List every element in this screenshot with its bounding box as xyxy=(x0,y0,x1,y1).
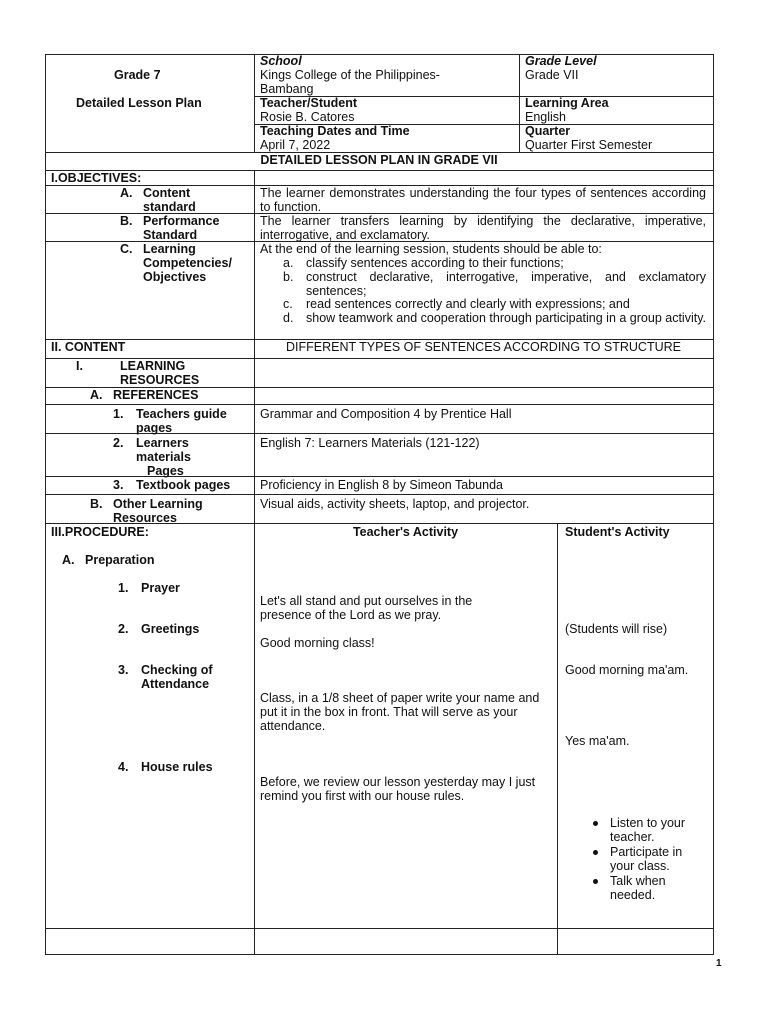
grade-level-value: Grade VII xyxy=(525,68,579,82)
student-greeting-text: Good morning ma'am. xyxy=(565,663,689,677)
performance-standard-label-cont: Standard xyxy=(143,228,198,242)
references-label: REFERENCES xyxy=(113,388,199,402)
bullet xyxy=(593,821,598,826)
student-activity-header: Student's Activity xyxy=(565,525,670,539)
learners-materials-marker: 2. xyxy=(113,436,124,450)
school-label: School xyxy=(260,54,302,68)
step-attendance: Checking of xyxy=(141,663,213,677)
objective-marker: c. xyxy=(283,297,293,311)
learners-materials-label: Learners xyxy=(136,436,189,450)
table-border-left xyxy=(45,54,46,955)
objective-item: construct declarative, interrogative, imperative, and exclamatory sentences; xyxy=(306,270,706,298)
rule xyxy=(557,523,558,955)
school-value-cont: Bambang xyxy=(260,82,314,96)
teacher-rules-text: Before, we review our lesson yesterday may I just remind you first with our house rules. xyxy=(260,775,536,803)
teacher-value: Rosie B. Catores xyxy=(260,110,355,124)
competencies-intro: At the end of the learning session, students should be able to: xyxy=(260,242,602,256)
other-resources-label-cont: Resources xyxy=(113,511,177,525)
procedure-heading: III.PROCEDURE: xyxy=(51,525,149,539)
plan-subtitle: Detailed Lesson Plan xyxy=(76,96,202,110)
learners-materials-label-cont: Pages xyxy=(147,464,184,478)
grade-title: Grade 7 xyxy=(114,68,161,82)
teacher-prayer-text: Let's all stand and put ourselves in the presence of the Lord as we pray. xyxy=(260,594,473,622)
objectives-heading: I.OBJECTIVES: xyxy=(51,171,142,185)
dates-label: Teaching Dates and Time xyxy=(260,124,410,138)
teachers-guide-value: Grammar and Composition 4 by Prentice Hall xyxy=(260,407,512,421)
performance-standard-label: Performance xyxy=(143,214,220,228)
rule xyxy=(45,928,714,929)
bullet xyxy=(593,879,598,884)
content-heading: II. CONTENT xyxy=(51,340,126,354)
resources-label-cont: RESOURCES xyxy=(120,373,200,387)
dates-value: April 7, 2022 xyxy=(260,138,331,152)
content-standard-text: The learner demonstrates understanding the four types of sentences according to function. xyxy=(260,186,706,214)
school-value: Kings College of the Philippines- xyxy=(260,68,440,82)
rule xyxy=(45,170,714,171)
rule xyxy=(45,476,714,477)
step-house-rules: House rules xyxy=(141,760,213,774)
teachers-guide-label-cont: pages xyxy=(136,421,173,435)
content-standard-label: Content xyxy=(143,186,191,200)
table-border-right xyxy=(713,54,714,955)
competencies-label: Learning xyxy=(143,242,196,256)
rule xyxy=(254,54,255,153)
step-prayer: Prayer xyxy=(141,581,180,595)
content-text: DIFFERENT TYPES OF SENTENCES ACCORDING TO STRUCTURE xyxy=(286,340,681,354)
preparation-label: Preparation xyxy=(85,553,155,567)
objective-marker: d. xyxy=(283,311,294,325)
teacher-greeting-text: Good morning class! xyxy=(260,636,375,650)
textbook-marker: 3. xyxy=(113,478,124,492)
preparation-marker: A. xyxy=(62,553,75,567)
textbook-label: Textbook pages xyxy=(136,478,231,492)
quarter-value: Quarter First Semester xyxy=(525,138,653,152)
step-marker: 2. xyxy=(118,622,129,636)
banner-title: DETAILED LESSON PLAN IN GRADE VII xyxy=(260,153,498,167)
competencies-label-cont: Competencies/ xyxy=(143,256,232,270)
references-marker: A. xyxy=(90,388,103,402)
learning-area-value: English xyxy=(525,110,566,124)
step-greetings: Greetings xyxy=(141,622,200,636)
rule xyxy=(45,494,714,495)
student-rule-item: Talk when needed. xyxy=(610,874,666,902)
other-resources-label: Other Learning xyxy=(113,497,203,511)
student-rule-item: Listen to your teacher. xyxy=(610,816,686,844)
step-marker: 1. xyxy=(118,581,129,595)
teacher-label: Teacher/Student xyxy=(260,96,358,110)
other-resources-value: Visual aids, activity sheets, laptop, and projector. xyxy=(260,497,530,511)
objective-item: classify sentences according to their functions; xyxy=(306,256,564,270)
rule xyxy=(45,404,714,405)
other-resources-marker: B. xyxy=(90,497,103,511)
teachers-guide-marker: 1. xyxy=(113,407,124,421)
objective-item: show teamwork and cooperation through participating in a group activity. xyxy=(306,311,706,325)
resources-label: LEARNING xyxy=(120,359,186,373)
rule xyxy=(254,170,255,955)
content-standard-marker: A. xyxy=(120,186,133,200)
rule xyxy=(519,54,520,153)
textbook-value: Proficiency in English 8 by Simeon Tabunda xyxy=(260,478,503,492)
grade-level-label: Grade Level xyxy=(525,54,597,68)
learners-materials-label-cont: materials xyxy=(136,450,191,464)
objective-marker: b. xyxy=(283,270,294,284)
learning-area-label: Learning Area xyxy=(525,96,609,110)
competencies-label-cont: Objectives xyxy=(143,270,207,284)
performance-standard-text: The learner transfers learning by identifying the declarative, imperative, interrogative, and exclamatory. xyxy=(260,214,706,242)
quarter-label: Quarter xyxy=(525,124,571,138)
teachers-guide-label: Teachers guide xyxy=(136,407,227,421)
step-marker: 4. xyxy=(118,760,129,774)
competencies-marker: C. xyxy=(120,242,133,256)
content-standard-label-cont: standard xyxy=(143,200,196,214)
bullet xyxy=(593,850,598,855)
teacher-attendance-text: Class, in a 1/8 sheet of paper write your name and put it in the box in front. That will serve as your attendance. xyxy=(260,691,540,733)
page-number: 1 xyxy=(716,958,722,969)
student-yes-text: Yes ma'am. xyxy=(565,734,630,748)
step-attendance-cont: Attendance xyxy=(141,677,210,691)
teacher-activity-header: Teacher's Activity xyxy=(352,525,459,539)
performance-standard-marker: B. xyxy=(120,214,133,228)
student-rise-text: (Students will rise) xyxy=(565,622,668,636)
resources-marker: I. xyxy=(76,359,83,373)
objective-marker: a. xyxy=(283,256,294,270)
step-marker: 3. xyxy=(118,663,129,677)
student-rule-item: Participate in your class. xyxy=(610,845,683,873)
table-border-bottom xyxy=(45,954,714,955)
learners-materials-value: English 7: Learners Materials (121-122) xyxy=(260,436,480,450)
table-border-top xyxy=(45,54,714,55)
objective-item: read sentences correctly and clearly with expressions; and xyxy=(306,297,630,311)
